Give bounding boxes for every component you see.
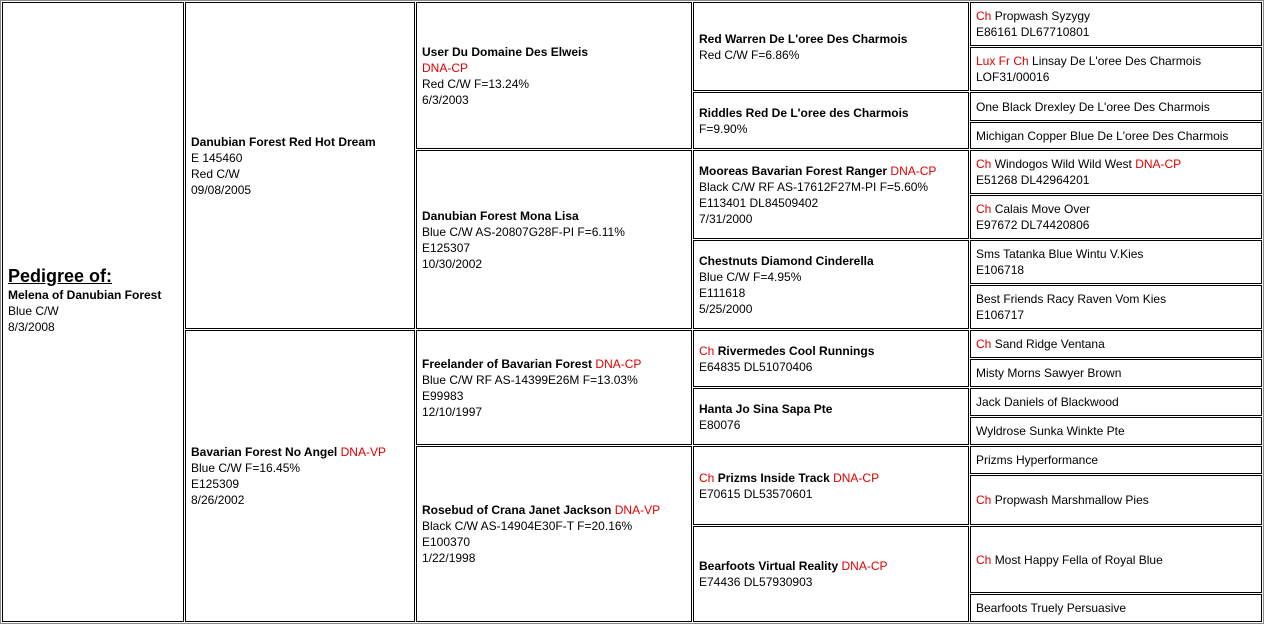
dog-detail-line: 6/3/2003 (422, 92, 469, 107)
dog-detail-line: Blue C/W AS-20807G28F-PI F=6.11% (422, 224, 625, 239)
dog-name-line (699, 401, 963, 417)
dog-name: Linsay De L'oree Des Charmois (1032, 54, 1202, 68)
gggp-cell-5 (970, 150, 1262, 194)
dog-name-line (699, 343, 963, 359)
dog-name-line (699, 558, 963, 574)
gggp-cell-16 (970, 594, 1262, 622)
dog-name-line (976, 492, 1256, 508)
dog-detail-line: E113401 DL84509402 (699, 195, 819, 210)
dog-name-line (191, 134, 409, 150)
dna-badge: DNA-VP (340, 445, 386, 459)
dog-name-line (422, 502, 686, 518)
dog-name-line (976, 423, 1256, 439)
dog-name: Riddles Red De L'oree des Charmois (699, 105, 909, 120)
dog-detail-line: 09/08/2005 (191, 182, 252, 197)
dog-detail-line: E125309 (191, 477, 240, 491)
dog-name: Rosebud of Crana Janet Jackson (422, 503, 612, 517)
dog-detail-line: E97672 DL74420806 (976, 218, 1090, 232)
dog-name-line (699, 163, 963, 179)
dog-name: Windogos Wild Wild West (994, 157, 1132, 171)
dog-name: Red Warren De L'oree Des Charmois (699, 31, 908, 46)
dog-name-line (422, 44, 686, 60)
dog-detail-line: E64835 DL51070406 (699, 359, 813, 374)
dam-cell (185, 330, 415, 622)
dog-name: Jack Daniels of Blackwood (976, 395, 1119, 409)
dog-detail-line: E 145460 (191, 150, 243, 165)
gggp-cell-4 (970, 122, 1262, 149)
gggp-cell-9 (970, 330, 1262, 358)
gggp-cell-3 (970, 92, 1262, 121)
ggp-cell-3 (693, 150, 969, 239)
dog-name: Propwash Syzygy (994, 9, 1091, 23)
dog-detail-line: E74436 DL57930903 (699, 575, 813, 589)
dog-detail-line: E86161 DL67710801 (976, 25, 1090, 39)
dog-name: Propwash Marshmallow Pies (994, 493, 1149, 507)
dog-name: User Du Domaine Des Elweis (422, 44, 589, 59)
dog-name-line (191, 444, 409, 460)
dog-detail-line: Black C/W AS-14904E30F-T F=20.16% (422, 519, 633, 533)
dog-name-line (976, 246, 1256, 262)
dog-detail-line: E80076 (699, 417, 741, 432)
dog-name: Best Friends Racy Raven Vom Kies (976, 292, 1167, 306)
dog-detail-line: E99983 (422, 388, 464, 403)
dog-name-line (699, 105, 963, 121)
dog-detail-line: DNA-CP (422, 60, 469, 75)
ggp-cell-2 (693, 92, 969, 149)
gggp-cell-10 (970, 359, 1262, 387)
dog-name: Bavarian Forest No Angel (191, 445, 338, 459)
dna-badge: DNA-CP (1135, 157, 1182, 171)
gggp-cell-1 (970, 2, 1262, 46)
sire-cell (185, 2, 415, 329)
dog-detail-line: Red C/W (191, 166, 240, 181)
dog-name: Bearfoots Truely Persuasive (976, 601, 1127, 615)
dog-detail-line: 1/22/1998 (422, 551, 476, 565)
dog-name-line (976, 156, 1256, 172)
dog-name: Wyldrose Sunka Winkte Pte (976, 424, 1125, 438)
dog-detail-line: Red C/W F=13.24% (422, 76, 530, 91)
maternal-grandsire-cell (416, 330, 692, 445)
dog-name: Misty Morns Sawyer Brown (976, 366, 1122, 380)
title-badge: Ch (976, 337, 992, 351)
dog-name-line (976, 201, 1256, 217)
dog-detail-line: 7/31/2000 (699, 211, 753, 226)
dog-detail-line: E51268 DL42964201 (976, 173, 1090, 187)
dna-badge: DNA-CP (595, 356, 642, 371)
dog-detail-line: E125307 (422, 240, 471, 255)
dog-name: Prizms Hyperformance (976, 453, 1099, 467)
dog-detail-line: Blue C/W F=16.45% (191, 461, 301, 475)
dog-name: Michigan Copper Blue De L'oree Des Charmois (976, 128, 1229, 143)
dog-detail-line: LOF31/00016 (976, 70, 1050, 84)
dog-detail-line: Blue C/W F=4.95% (699, 269, 802, 284)
ggp-cell-8 (693, 526, 969, 622)
dog-name: Rivermedes Cool Runnings (717, 343, 875, 358)
ggp-cell-5 (693, 330, 969, 387)
dog-name-line (976, 600, 1256, 616)
title-badge: Ch (976, 157, 992, 171)
dog-name-line (976, 394, 1256, 410)
paternal-granddam-cell (416, 150, 692, 329)
dog-name-line (976, 365, 1256, 381)
dog-name-line (976, 53, 1256, 69)
dog-name-line (699, 253, 963, 269)
dna-badge: DNA-CP (841, 559, 888, 573)
dog-detail-line: 5/25/2000 (699, 301, 753, 316)
gggp-cell-11 (970, 388, 1262, 416)
title-badge: Ch (976, 552, 992, 567)
title-badge: Ch (976, 9, 992, 23)
dog-name: Sand Ridge Ventana (994, 337, 1105, 351)
gggp-cell-14 (970, 475, 1262, 525)
title-badge: Ch (976, 202, 992, 216)
dog-name: Bearfoots Virtual Reality (699, 559, 839, 573)
gggp-cell-7 (970, 240, 1262, 284)
dog-name-line (976, 291, 1256, 307)
dog-name-line (976, 8, 1256, 24)
dog-name-line (976, 552, 1256, 568)
gggp-cell-2 (970, 47, 1262, 91)
dog-detail-line: E100370 (422, 535, 471, 549)
dog-name-line (699, 470, 963, 486)
dog-name-line (976, 128, 1256, 144)
dog-name: One Black Drexley De L'oree Des Charmois (976, 99, 1210, 114)
gggp-cell-8 (970, 285, 1262, 329)
title-badge: Ch (699, 470, 715, 485)
dna-badge: DNA-CP (890, 163, 937, 178)
title-badge: Ch (699, 343, 715, 358)
pedigree-header: Pedigree of: (8, 266, 113, 286)
gggp-cell-13 (970, 446, 1262, 474)
dog-name: Mooreas Bavarian Forest Ranger (699, 163, 888, 178)
dog-name: Prizms Inside Track (717, 470, 830, 485)
dna-badge: DNA-CP (833, 470, 880, 485)
dog-detail-line: Blue C/W RF AS-14399E26M F=13.03% (422, 372, 638, 387)
subject-cell (2, 2, 184, 622)
dog-name-line (422, 208, 686, 224)
ggp-cell-6 (693, 388, 969, 445)
gggp-cell-15 (970, 526, 1262, 593)
dog-name: Hanta Jo Sina Sapa Pte (699, 401, 833, 416)
gggp-cell-6 (970, 195, 1262, 239)
dog-detail-line: E106717 (976, 308, 1025, 322)
dog-detail-line: 8/26/2002 (191, 493, 245, 507)
dog-detail-line: E106718 (976, 263, 1025, 277)
dog-detail-line: 12/10/1997 (422, 404, 483, 419)
dog-detail-line: E70615 DL53570601 (699, 486, 813, 501)
dog-name-line (699, 31, 963, 47)
paternal-grandsire-cell (416, 2, 692, 149)
ggp-cell-7 (693, 446, 969, 525)
dog-name: Chestnuts Diamond Cinderella (699, 253, 874, 268)
dog-name: Calais Move Over (994, 202, 1091, 216)
dog-name: Most Happy Fella of Royal Blue (994, 552, 1163, 567)
title-badge: Lux Fr Ch (976, 54, 1029, 68)
subject-color: Blue C/W (8, 304, 59, 318)
dog-detail-line: 10/30/2002 (422, 256, 483, 271)
gggp-cell-12 (970, 417, 1262, 445)
dog-name-line (976, 336, 1256, 352)
dog-name: Sms Tatanka Blue Wintu V.Kies (976, 247, 1144, 261)
ggp-cell-4 (693, 240, 969, 329)
dog-detail-line: F=9.90% (699, 121, 748, 136)
dog-detail-line: E111618 (699, 285, 746, 300)
ggp-cell-1 (693, 2, 969, 91)
dog-name: Freelander of Bavarian Forest (422, 356, 593, 371)
dog-name-line (422, 356, 686, 372)
dog-name-line (976, 452, 1256, 468)
dog-name-line (976, 99, 1256, 115)
dog-detail-line: Red C/W F=6.86% (699, 47, 800, 62)
maternal-granddam-cell (416, 446, 692, 622)
subject-name: Melena of Danubian Forest (8, 288, 162, 302)
title-badge: Ch (976, 493, 992, 507)
subject-dob: 8/3/2008 (8, 320, 55, 334)
dog-name: Danubian Forest Mona Lisa (422, 208, 579, 223)
dog-detail-line: Black C/W RF AS-17612F27M-PI F=5.60% (699, 179, 929, 194)
dog-name: Danubian Forest Red Hot Dream (191, 134, 376, 149)
dna-badge: DNA-VP (614, 503, 661, 517)
